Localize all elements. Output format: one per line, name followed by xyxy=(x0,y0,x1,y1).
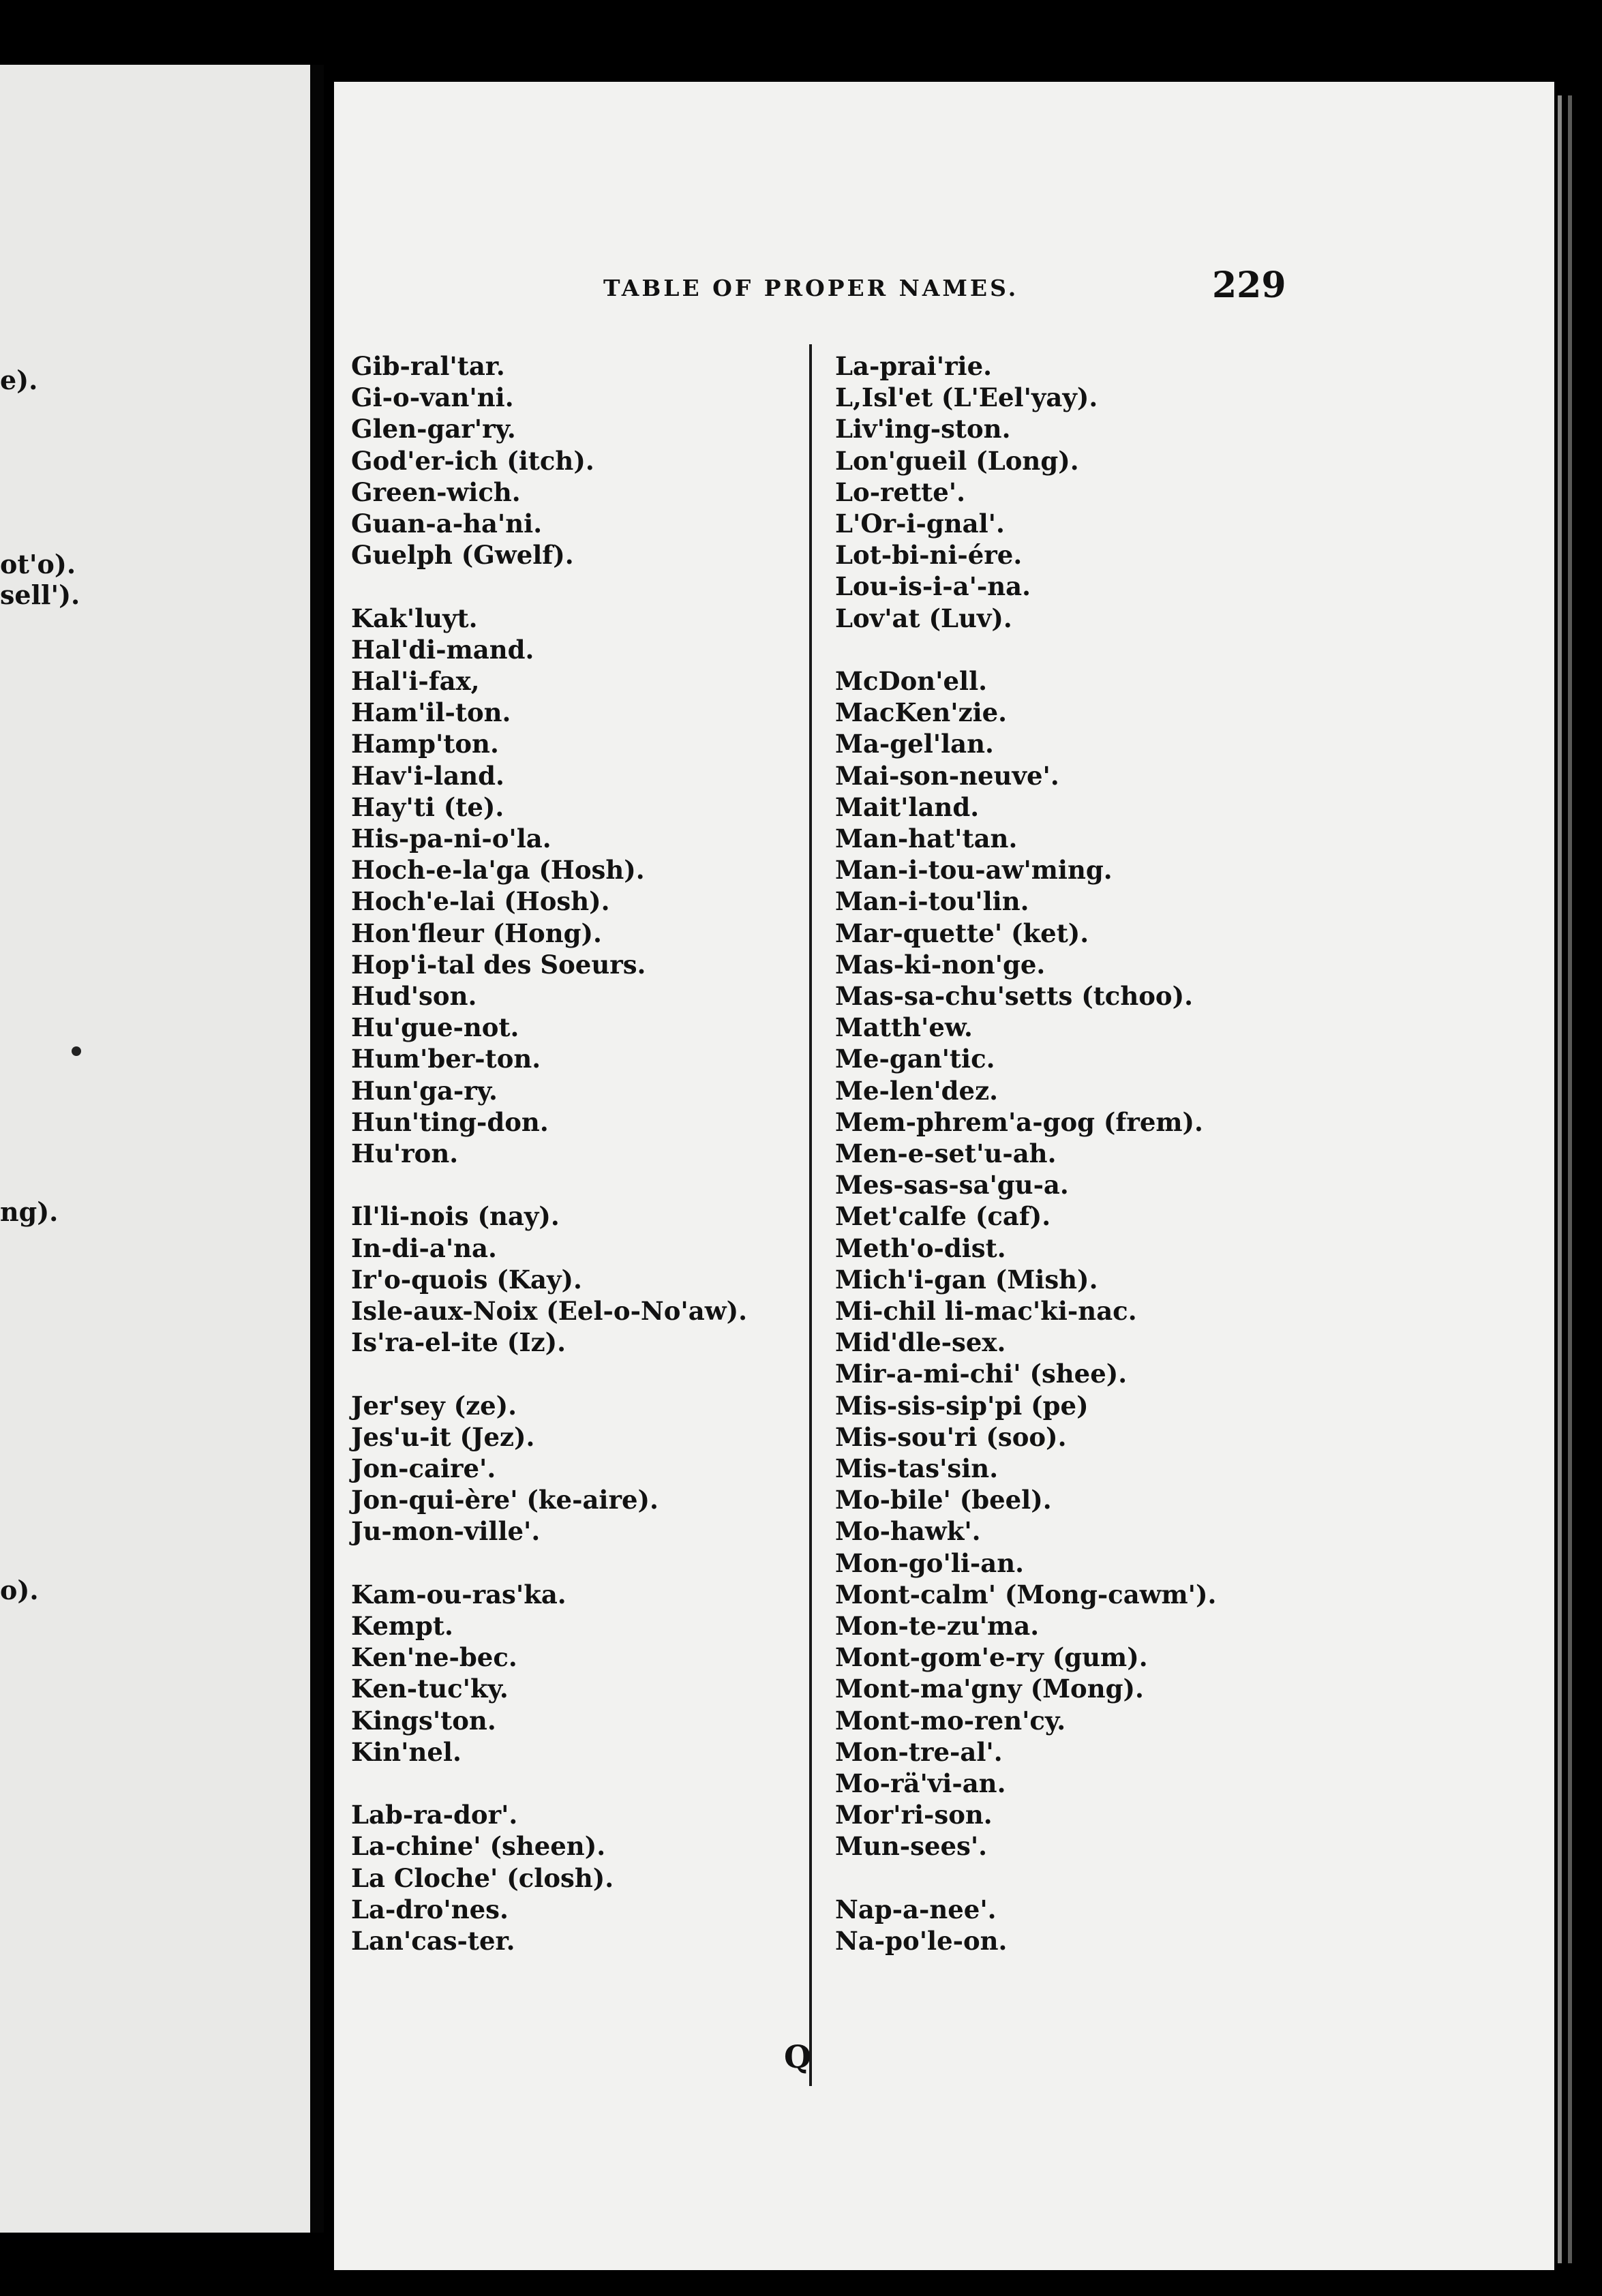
signature-mark: Q xyxy=(784,2038,812,2075)
name-entry: La-prai'rie. xyxy=(835,351,993,381)
name-entry: Mas-sa-chu'setts (tchoo). xyxy=(835,981,1193,1011)
name-entry: Man-i-tou-aw'ming. xyxy=(835,855,1113,886)
running-head: TABLE OF PROPER NAMES. xyxy=(603,275,1019,301)
ink-speck xyxy=(72,1046,81,1056)
name-entry: Hamp'ton. xyxy=(351,729,499,759)
name-entry: Hum'ber-ton. xyxy=(351,1044,541,1074)
name-entry: Mon-go'li-an. xyxy=(835,1547,1024,1578)
name-entry: Mis-tas'sin. xyxy=(835,1453,999,1483)
page-edge-line xyxy=(1558,95,1562,2263)
name-entry: Mont-calm' (Mong-cawm'). xyxy=(835,1579,1217,1610)
name-entry: Green-wich. xyxy=(351,477,521,507)
name-entry: Guelph (Gwelf). xyxy=(351,540,574,571)
page-edge-line xyxy=(1568,95,1572,2263)
previous-page-edge xyxy=(0,65,320,2233)
name-entry: Hal'di-mand. xyxy=(351,634,534,665)
previous-page-fragment: e). xyxy=(0,365,38,395)
name-entry: Hop'i-tal des Soeurs. xyxy=(351,949,646,980)
name-entry: Me-len'dez. xyxy=(835,1075,998,1106)
name-entry: Mont-mo-ren'cy. xyxy=(835,1705,1066,1736)
name-entry: Mi-chil li-mac'ki-nac. xyxy=(835,1296,1137,1326)
name-entry: L'Or-i-gnal'. xyxy=(835,509,1005,539)
name-entry: La-chine' (sheen). xyxy=(351,1831,606,1862)
previous-page-fragment: sell'). xyxy=(0,579,80,610)
name-entry: Mon-tre-al'. xyxy=(835,1736,1003,1767)
name-entry: Mo-bile' (beel). xyxy=(835,1485,1052,1515)
name-entry: Mun-sees'. xyxy=(835,1831,988,1862)
name-entry: Mo-rä'vi-an. xyxy=(835,1768,1006,1798)
previous-page-fragment: o). xyxy=(0,1575,39,1605)
name-entry: Mai-son-neuve'. xyxy=(835,760,1059,791)
name-entry: Mont-gom'e-ry (gum). xyxy=(835,1642,1148,1673)
name-entry: Matth'ew. xyxy=(835,1012,973,1043)
name-entry: Lab-ra-dor'. xyxy=(351,1800,518,1830)
name-entry: God'er-ich (itch). xyxy=(351,445,594,476)
name-entry: Hay'ti (te). xyxy=(351,791,504,822)
name-entry: Hal'i-fax, xyxy=(351,666,480,696)
name-entry: La Cloche' (closh). xyxy=(351,1862,614,1893)
previous-page-fragment: ot'o). xyxy=(0,549,76,579)
name-entry: His-pa-ni-o'la. xyxy=(351,824,551,854)
name-entry: Mir-a-mi-chi' (shee). xyxy=(835,1359,1128,1389)
name-entry: Ju-mon-ville'. xyxy=(351,1516,541,1547)
page xyxy=(334,82,1554,2270)
name-entry: Lo-rette'. xyxy=(835,477,966,507)
name-entry: Lou-is-i-a'-na. xyxy=(835,571,1031,602)
name-entry: McDon'ell. xyxy=(835,666,988,696)
name-entry: Ham'il-ton. xyxy=(351,697,511,728)
name-entry: Ir'o-quois (Kay). xyxy=(351,1264,582,1295)
name-entry: Mo-hawk'. xyxy=(835,1516,981,1547)
name-entry: Met'calfe (caf). xyxy=(835,1201,1051,1232)
name-entry: Hud'son. xyxy=(351,981,477,1011)
name-entry: Ken'ne-bec. xyxy=(351,1642,517,1673)
name-entry: Mor'ri-son. xyxy=(835,1800,993,1830)
name-entry: L,Isl'et (L'Eel'yay). xyxy=(835,382,1098,413)
name-entry: In-di-a'na. xyxy=(351,1233,497,1263)
previous-page-fragment: ng). xyxy=(0,1196,59,1227)
name-entry: Jer'sey (ze). xyxy=(351,1390,517,1421)
name-entry: Gi-o-van'ni. xyxy=(351,382,514,413)
name-entry: Mont-ma'gny (Mong). xyxy=(835,1674,1144,1704)
name-entry: Men-e-set'u-ah. xyxy=(835,1138,1057,1168)
gutter-shadow xyxy=(310,65,324,2233)
name-entry: Na-po'le-on. xyxy=(835,1926,1008,1956)
name-entry: Mas-ki-non'ge. xyxy=(835,949,1046,980)
name-entry: Isle-aux-Noix (Eel-o-No'aw). xyxy=(351,1296,747,1326)
name-entry: Hon'fleur (Hong). xyxy=(351,918,602,948)
name-entry: Kam-ou-ras'ka. xyxy=(351,1579,566,1610)
name-entry: Kak'luyt. xyxy=(351,603,478,633)
name-entry: Me-gan'tic. xyxy=(835,1044,995,1074)
name-entry: Liv'ing-ston. xyxy=(835,414,1011,444)
name-entry: Gib-ral'tar. xyxy=(351,351,505,381)
name-entry: Jon-qui-ère' (ke-aire). xyxy=(351,1485,659,1515)
name-entry: Hun'ga-ry. xyxy=(351,1075,498,1106)
name-entry: Mem-phrem'a-gog (frem). xyxy=(835,1106,1203,1137)
name-entry: Mon-te-zu'ma. xyxy=(835,1611,1040,1641)
name-entry: Hav'i-land. xyxy=(351,760,504,791)
name-entry: Jes'u-it (Jez). xyxy=(351,1421,535,1452)
name-entry: Lov'at (Luv). xyxy=(835,603,1012,633)
name-entry: Ma-gel'lan. xyxy=(835,729,994,759)
column-rule xyxy=(809,344,812,2086)
name-entry: Meth'o-dist. xyxy=(835,1233,1006,1263)
name-entry: Mes-sas-sa'gu-a. xyxy=(835,1170,1069,1200)
name-entry: Lan'cas-ter. xyxy=(351,1926,515,1956)
name-entry: La-dro'nes. xyxy=(351,1894,509,1924)
name-entry: Nap-a-nee'. xyxy=(835,1894,997,1924)
name-entry: Kings'ton. xyxy=(351,1705,496,1736)
name-entry: Man-i-tou'lin. xyxy=(835,886,1029,917)
name-entry: Man-hat'tan. xyxy=(835,824,1018,854)
name-entry: Hun'ting-don. xyxy=(351,1106,549,1137)
name-entry: Glen-gar'ry. xyxy=(351,414,516,444)
name-entry: Kempt. xyxy=(351,1611,453,1641)
name-entry: Guan-a-ha'ni. xyxy=(351,509,543,539)
name-entry: Jon-caire'. xyxy=(351,1453,496,1483)
name-entry: Mis-sou'ri (soo). xyxy=(835,1421,1067,1452)
name-entry: Mid'dle-sex. xyxy=(835,1327,1006,1358)
name-entry: Mait'land. xyxy=(835,791,980,822)
name-entry: Mich'i-gan (Mish). xyxy=(835,1264,1098,1295)
name-entry: Hoch'e-lai (Hosh). xyxy=(351,886,610,917)
name-entry: Hu'gue-not. xyxy=(351,1012,519,1043)
name-entry: MacKen'zie. xyxy=(835,697,1008,728)
name-entry: Mis-sis-sip'pi (pe) xyxy=(835,1390,1089,1421)
name-entry: Mar-quette' (ket). xyxy=(835,918,1089,948)
name-entry: Hoch-e-la'ga (Hosh). xyxy=(351,855,645,886)
name-entry: Kin'nel. xyxy=(351,1736,462,1767)
name-entry: Hu'ron. xyxy=(351,1138,459,1168)
name-entry: Ken-tuc'ky. xyxy=(351,1674,509,1704)
name-entry: Is'ra-el-ite (Iz). xyxy=(351,1327,566,1358)
page-number: 229 xyxy=(1212,265,1286,306)
name-entry: Lot-bi-ni-ére. xyxy=(835,540,1023,571)
name-entry: Il'li-nois (nay). xyxy=(351,1201,560,1232)
name-entry: Lon'gueil (Long). xyxy=(835,445,1079,476)
